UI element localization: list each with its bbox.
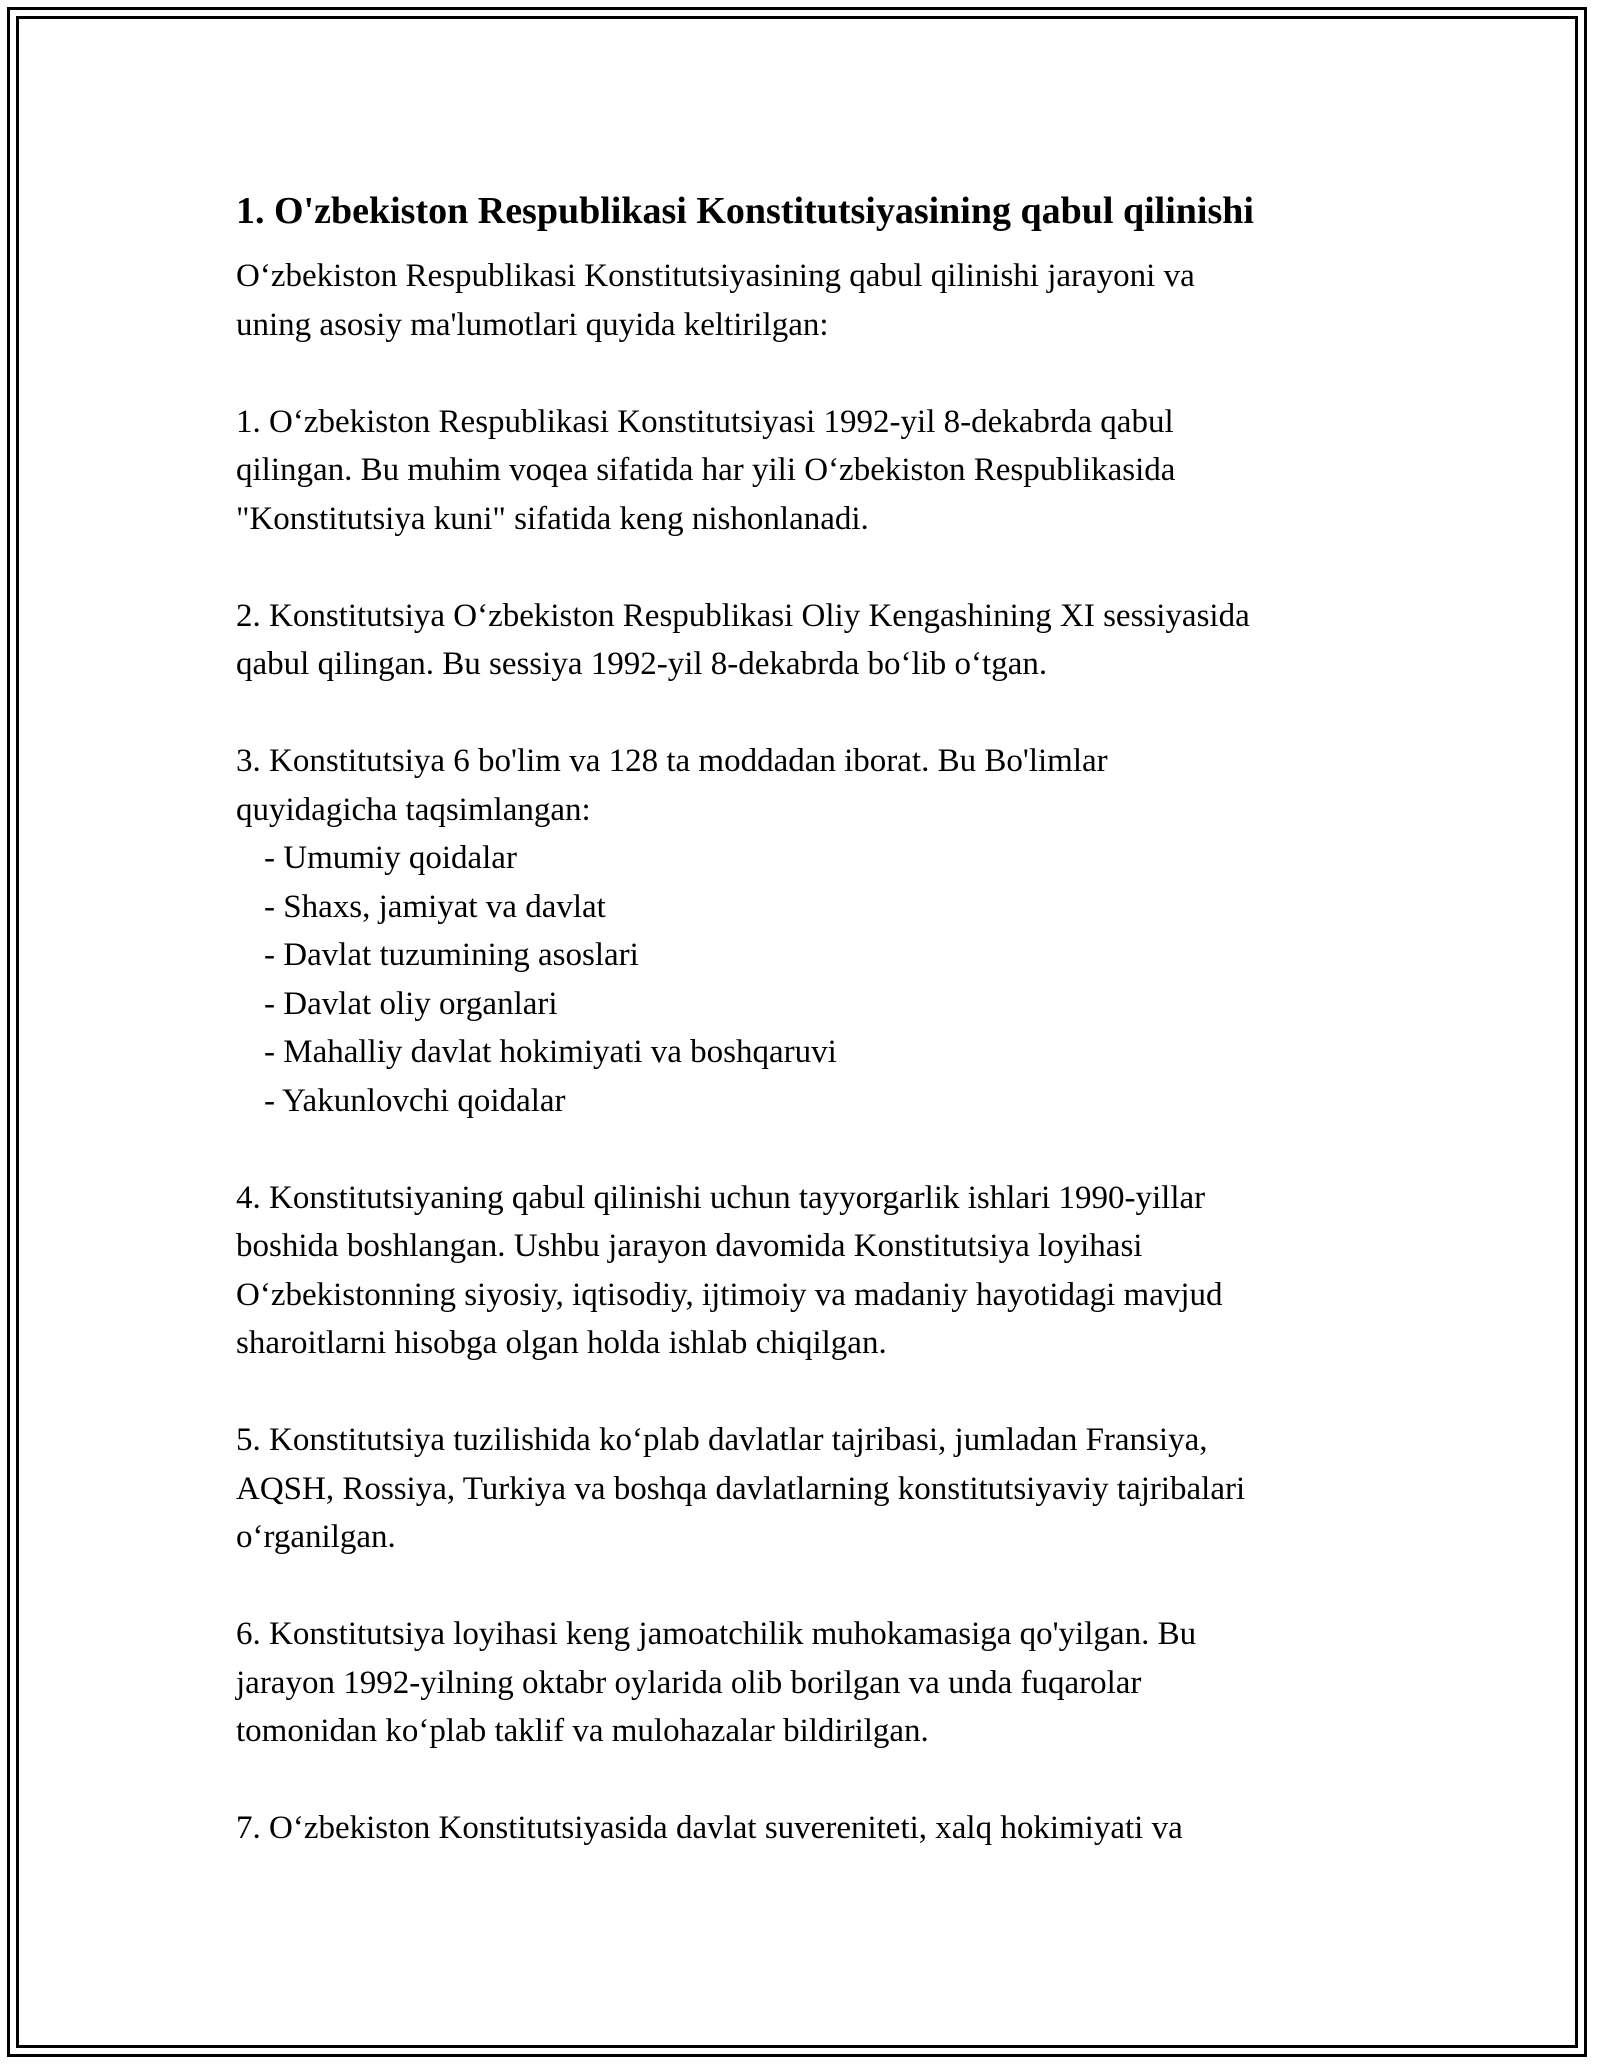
point-line: tomonidan ko‘plab taklif va mulohazalar bildirilgan. bbox=[236, 1713, 929, 1749]
point-line: qabul qilingan. Bu sessiya 1992-yil 8-dekabrda bo‘lib o‘tgan. bbox=[236, 646, 1048, 682]
point-line: sharoitlarni hisobga olgan holda ishlab chiqilgan. bbox=[236, 1325, 887, 1361]
point-line: quyidagicha taqsimlangan: bbox=[236, 791, 591, 828]
section-list-item: - Shaxs, jamiyat va davlat bbox=[264, 888, 606, 925]
point-line: "Konstitutsiya kuni" sifatida keng nishonlanadi. bbox=[236, 500, 869, 537]
section-list-item: - Yakunlovchi qoidalar bbox=[264, 1082, 566, 1119]
point-line: 7. O‘zbekiston Konstitutsiyasida davlat suvereniteti, xalq hokimiyati va bbox=[236, 1810, 1183, 1846]
document-body bbox=[236, 184, 1386, 1853]
point-5-paragraph bbox=[236, 1416, 1386, 1562]
point-line: AQSH, Rossiya, Turkiya va boshqa davlatlarning konstitutsiyaviy tajribalari bbox=[236, 1470, 1246, 1507]
point-line: boshida boshlangan. Ushbu jarayon davomida Konstitutsiya loyihasi bbox=[236, 1228, 1143, 1264]
section-list-item: - Davlat tuzumining asoslari bbox=[264, 937, 639, 973]
point-4-paragraph bbox=[236, 1174, 1386, 1368]
point-6-paragraph bbox=[236, 1610, 1386, 1756]
document-title: 1. O'zbekiston Respublikasi Konstitutsiyasining qabul qilinishi bbox=[236, 190, 1254, 232]
point-line: 1. O‘zbekiston Respublikasi Konstitutsiyasi 1992-yil 8-dekabrda qabul bbox=[236, 403, 1174, 440]
point-line: 5. Konstitutsiya tuzilishida ko‘plab davlatlar tajribasi, jumladan Fransiya, bbox=[236, 1422, 1208, 1458]
section-list-item: - Mahalliy davlat hokimiyati va boshqaruvi bbox=[264, 1034, 837, 1070]
point-1-paragraph bbox=[236, 398, 1386, 544]
section-list-item: - Umumiy qoidalar bbox=[264, 840, 517, 876]
point-line: 3. Konstitutsiya 6 bo'lim va 128 ta moddadan iborat. Bu Bo'limlar bbox=[236, 743, 1108, 779]
point-line: 4. Konstitutsiyaning qabul qilinishi uchun tayyorgarlik ishlari 1990-yillar bbox=[236, 1179, 1206, 1216]
point-line: 6. Konstitutsiya loyihasi keng jamoatchilik muhokamasiga qo'yilgan. Bu bbox=[236, 1616, 1197, 1652]
intro-line: O‘zbekiston Respublikasi Konstitutsiyasining qabul qilinishi jarayoni va bbox=[236, 258, 1195, 294]
point-line: O‘zbekistonning siyosiy, iqtisodiy, ijtimoiy va madaniy hayotidagi mavjud bbox=[236, 1276, 1223, 1313]
point-line: qilingan. Bu muhim voqea sifatida har yili O‘zbekiston Respublikasida bbox=[236, 452, 1176, 488]
point-line: jarayon 1992-yilning oktabr oylarida olib borilgan va unda fuqarolar bbox=[236, 1664, 1142, 1701]
point-7-paragraph bbox=[236, 1804, 1386, 1853]
intro-line: uning asosiy ma'lumotlari quyida keltirilgan: bbox=[236, 306, 829, 343]
section-list-item: - Davlat oliy organlari bbox=[264, 985, 558, 1022]
point-2-paragraph bbox=[236, 592, 1386, 689]
point-line: 2. Konstitutsiya O‘zbekiston Respublikasi Oliy Kengashining XI sessiyasida bbox=[236, 597, 1250, 634]
point-line: o‘rganilgan. bbox=[236, 1519, 396, 1555]
point-3-paragraph bbox=[236, 737, 1386, 1125]
intro-paragraph bbox=[236, 252, 1386, 349]
